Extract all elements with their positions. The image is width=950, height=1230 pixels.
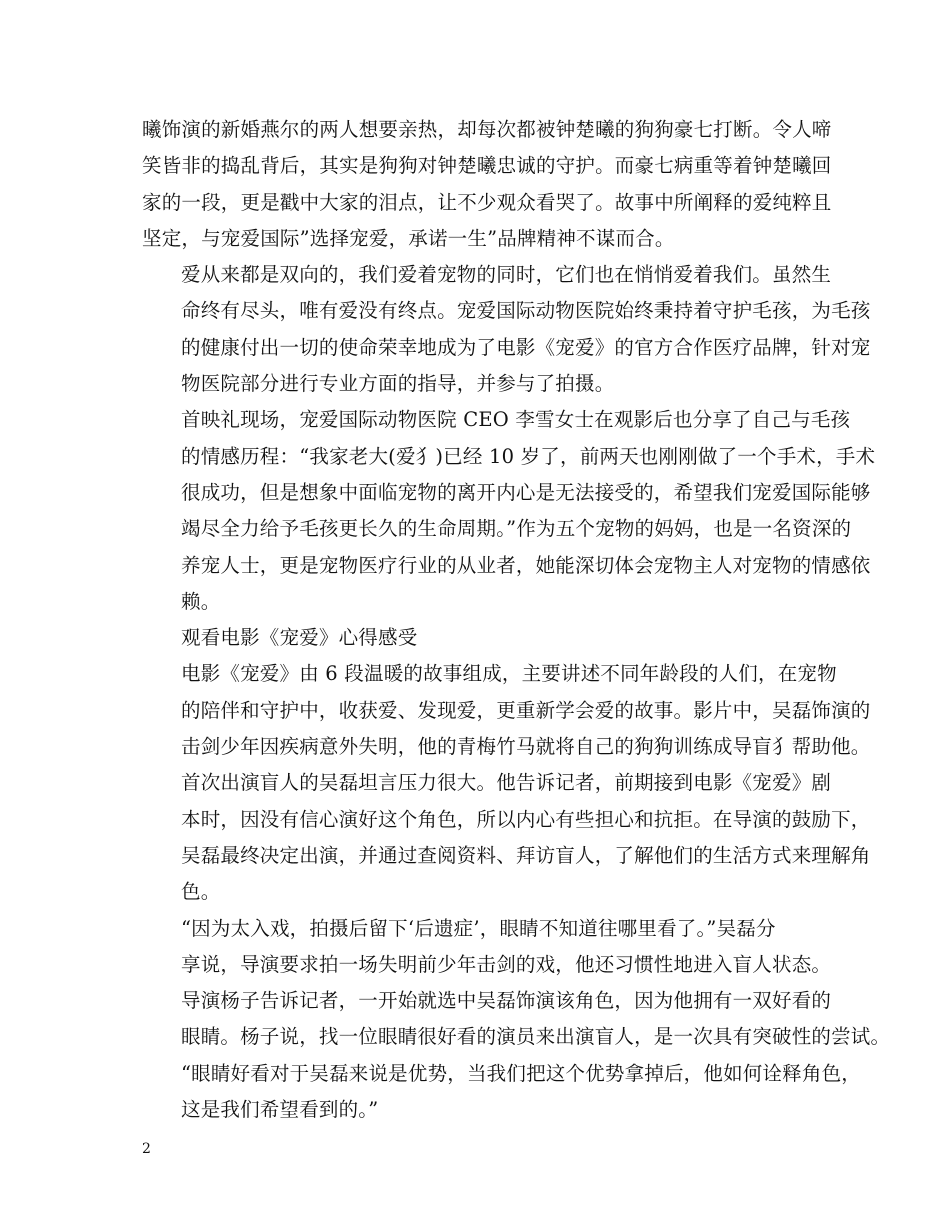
- text-line: 导演杨子告诉记者，一开始就选中吴磊饰演该角色，因为他拥有一双好看的: [181, 989, 832, 1013]
- text-line: 眼睛。杨子说，找一位眼睛很好看的演员来出演盲人，是一次具有突破性的尝试。: [181, 1025, 891, 1049]
- text-line: 爱从来都是双向的，我们爱着宠物的同时，它们也在悄悄爱着我们。虽然生: [181, 263, 832, 287]
- text-line: 竭尽全力给予毛孩更长久的生命周期。”作为五个宠物的妈妈，也是一名资深的: [181, 517, 852, 541]
- paragraph: [142, 620, 822, 656]
- paragraph: [142, 402, 876, 620]
- text-line: 这是我们希望看到的。”: [181, 1098, 379, 1122]
- text-line: 家的一段，更是戳中大家的泪点，让不少观众看哭了。故事中所阐释的爱纯粹且: [142, 190, 832, 214]
- paragraph: [142, 257, 871, 402]
- text-line: 曦饰演的新婚燕尔的两人想要亲热，却每次都被钟楚曦的狗狗豪七打断。令人啼: [142, 118, 832, 141]
- paragraph: [142, 765, 871, 910]
- text-line: 观看电影《宠爱》心得感受: [181, 626, 418, 650]
- text-line: 色。: [181, 880, 221, 904]
- article-body: [142, 112, 891, 1128]
- paragraph: [142, 112, 832, 257]
- text-line: “眼睛好看对于吴磊来说是优势，当我们把这个优势拿掉后，他如何诠释角色，: [181, 1061, 861, 1085]
- text-line: 首映礼现场，宠爱国际动物医院 CEO 李雪女士在观影后也分享了自己与毛孩: [181, 408, 851, 432]
- page-number: 2: [142, 1141, 151, 1157]
- text-line: 击剑少年因疾病意外失明，他的青梅竹马就将自己的狗狗训练成导盲犭帮助他。: [181, 735, 871, 759]
- text-line: 的情感历程：“我家老大(爱犭)已经 10 岁了，前两天也刚刚做了一个手术，手术: [181, 444, 876, 468]
- text-line: 养宠人士，更是宠物医疗行业的从业者，她能深切体会宠物主人对宠物的情感依: [181, 553, 871, 577]
- text-line: 很成功，但是想象中面临宠物的离开内心是无法接受的，希望我们宠爱国际能够: [181, 480, 871, 504]
- text-line: 的陪伴和守护中，收获爱、发现爱，更重新学会爱的故事。影片中，吴磊饰演的: [181, 698, 871, 722]
- text-line: 电影《宠爱》由 6 段温暖的故事组成，主要讲述不同年龄段的人们，在宠物: [181, 662, 837, 686]
- paragraph: [142, 656, 871, 765]
- text-line: 本时，因没有信心演好这个角色，所以内心有些担心和抗拒。在导演的鼓励下，: [181, 807, 871, 831]
- text-line: 坚定，与宠爱国际”选择宠爱，承诺一生”品牌精神不谋而合。: [142, 226, 675, 250]
- text-line: “因为太入戏，拍摄后留下‘后遗症’，眼睛不知道往哪里看了。”吴磊分: [181, 916, 776, 940]
- text-line: 的健康付出一切的使命荣幸地成为了电影《宠爱》的官方合作医疗品牌，针对宠: [181, 335, 871, 359]
- paragraph: [142, 983, 891, 1128]
- text-line: 赖。: [181, 589, 221, 613]
- text-line: 命终有尽头，唯有爱没有终点。宠爱国际动物医院始终秉持着守护毛孩，为毛孩: [181, 299, 871, 323]
- text-line: 吴磊最终决定出演，并通过查阅资料、拜访盲人，了解他们的生活方式来理解角: [181, 843, 871, 867]
- text-line: 享说，导演要求拍一场失明前少年击剑的戏，他还习惯性地进入盲人状态。: [181, 952, 832, 976]
- text-line: 笑皆非的捣乱背后，其实是狗狗对钟楚曦忠诚的守护。而豪七病重等着钟楚曦回: [142, 154, 832, 178]
- text-line: 首次出演盲人的吴磊坦言压力很大。他告诉记者，前期接到电影《宠爱》剧: [181, 771, 832, 795]
- text-line: 物医院部分进行专业方面的指导，并参与了拍摄。: [181, 372, 615, 396]
- paragraph: [142, 911, 832, 984]
